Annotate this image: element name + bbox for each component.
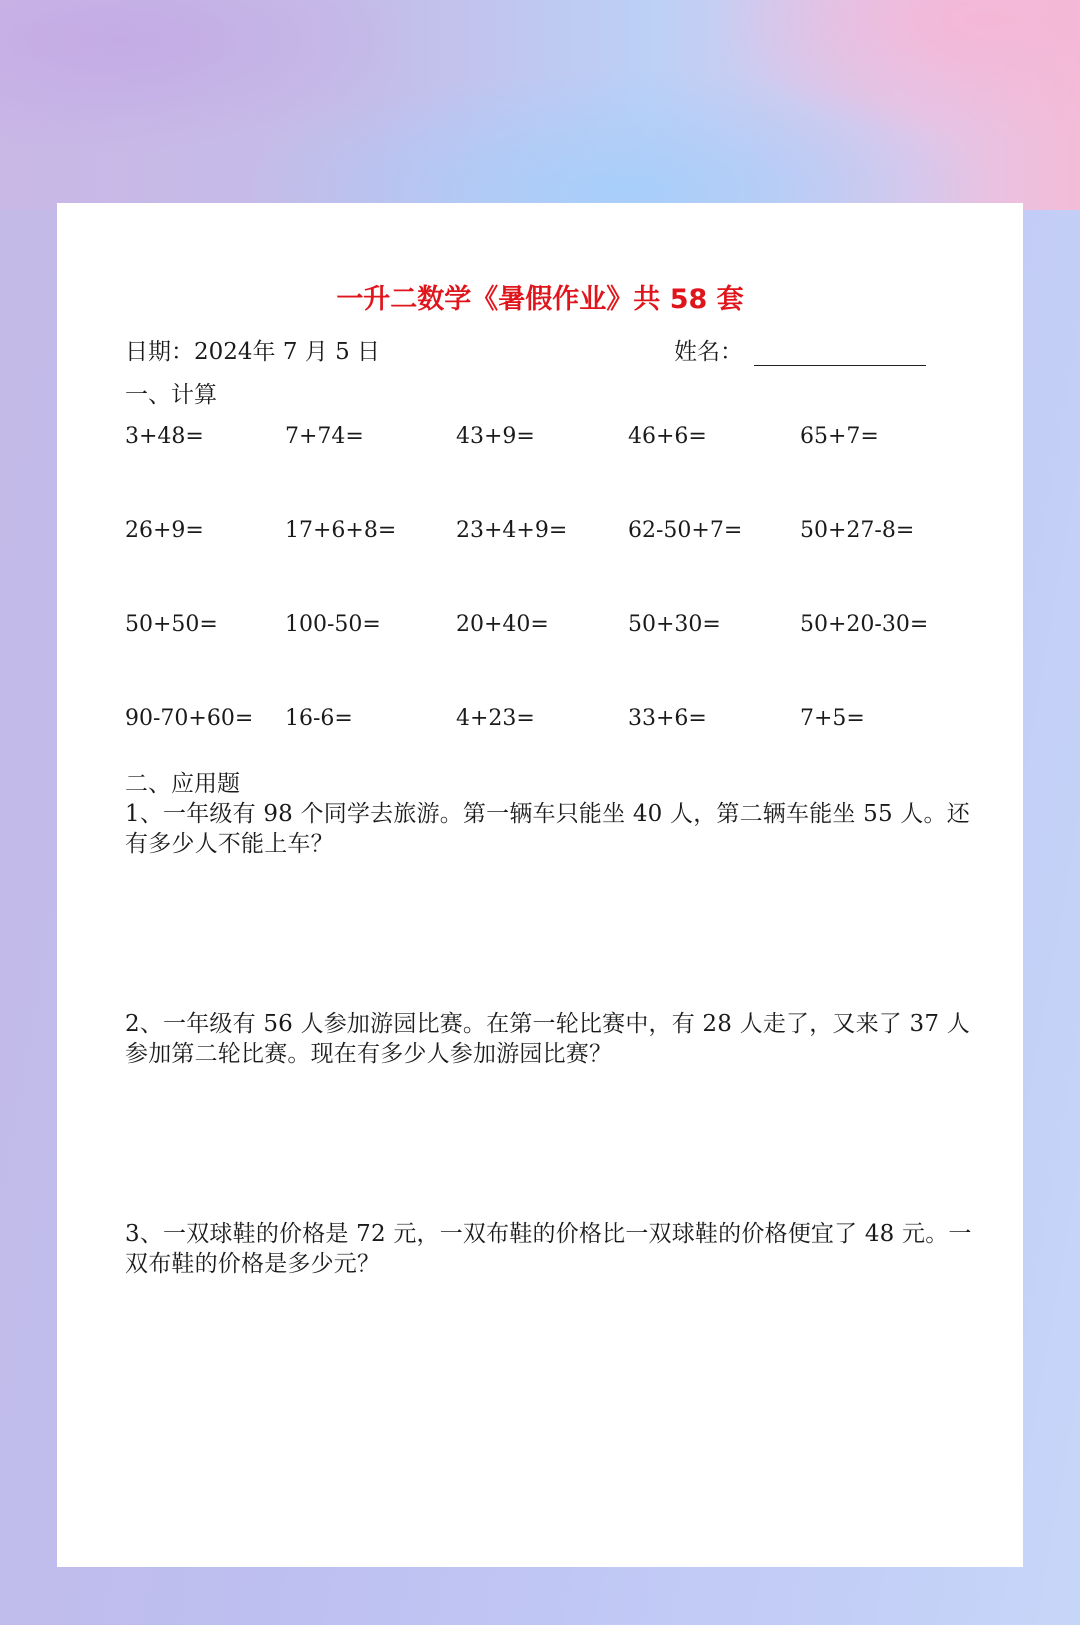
calc-item: 100-50= [285, 612, 381, 637]
calc-item: 50+20-30= [800, 612, 929, 637]
background-gradient [0, 0, 1080, 210]
name-label: 姓名： [674, 339, 743, 365]
calc-item: 50+27-8= [800, 518, 915, 543]
calc-item: 7+74= [285, 424, 364, 449]
calc-item: 33+6= [628, 706, 707, 731]
date-label: 日期：2024年 7 月 5 日 [125, 339, 381, 365]
calc-item: 26+9= [125, 518, 204, 543]
calc-item: 23+4+9= [456, 518, 568, 543]
worksheet-page [57, 203, 1023, 1567]
calc-item: 20+40= [456, 612, 549, 637]
worksheet-title: 一升二数学《暑假作业》共 58 套 [336, 284, 744, 315]
calc-item: 16-6= [285, 706, 353, 731]
calc-item: 17+6+8= [285, 518, 397, 543]
section-word-problems-heading: 二、应用题 [125, 771, 240, 797]
word-problem-3: 3、一双球鞋的价格是 72 元，一双布鞋的价格比一双球鞋的价格便宜了 48 元。一双布鞋的价格是多少元？ [125, 1221, 972, 1277]
calc-item: 90-70+60= [125, 706, 254, 731]
calc-item: 65+7= [800, 424, 879, 449]
section-calc-heading: 一、计算 [125, 382, 217, 408]
calc-item: 43+9= [456, 424, 535, 449]
calc-item: 3+48= [125, 424, 204, 449]
calc-item: 50+50= [125, 612, 218, 637]
word-problem-1: 1、一年级有 98 个同学去旅游。第一辆车只能坐 40 人，第二辆车能坐 55 人。还有多少人不能上车？ [125, 801, 970, 857]
calc-item: 4+23= [456, 706, 535, 731]
calc-item: 50+30= [628, 612, 721, 637]
calc-item: 7+5= [800, 706, 865, 731]
name-blank-line[interactable] [754, 365, 926, 366]
calc-item: 46+6= [628, 424, 707, 449]
word-problem-2: 2、一年级有 56 人参加游园比赛。在第一轮比赛中，有 28 人走了，又来了 37 人参加第二轮比赛。现在有多少人参加游园比赛？ [125, 1011, 970, 1067]
calc-item: 62-50+7= [628, 518, 743, 543]
